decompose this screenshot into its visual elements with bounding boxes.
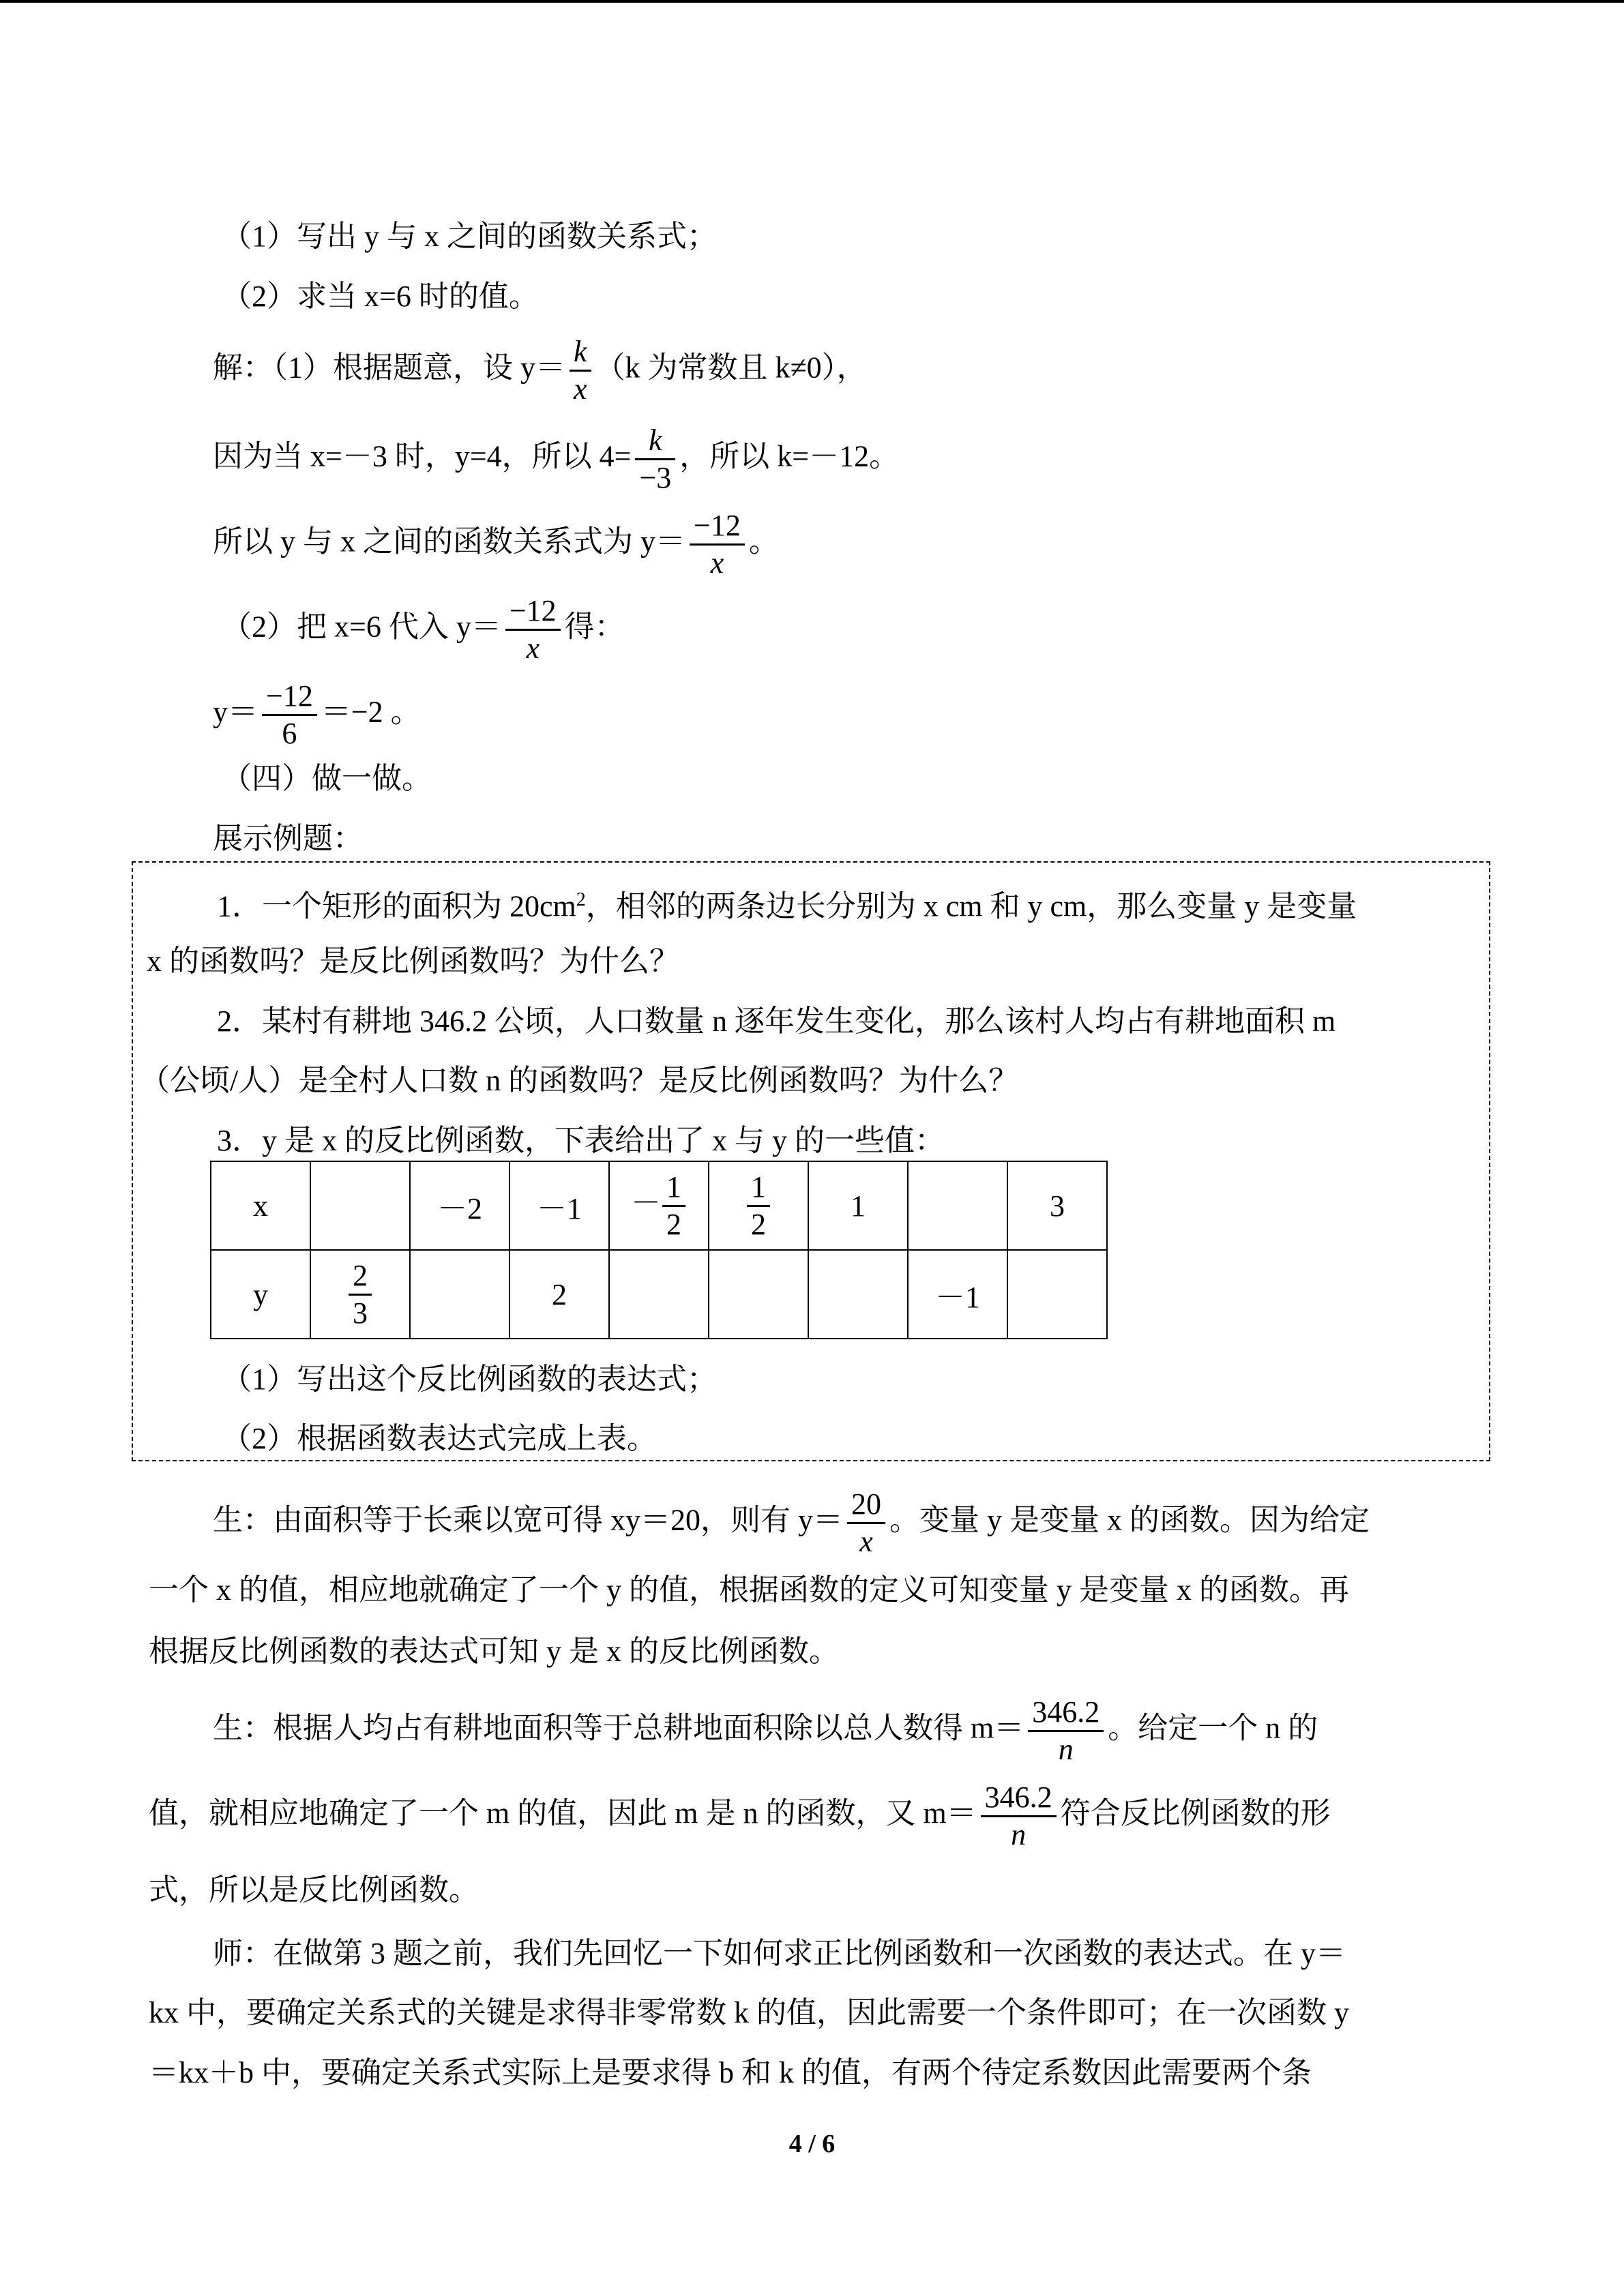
fraction-k-over-neg3: $\frac{k}{-3}$ [635,423,675,496]
fraction-neg12-over-x: $\frac{-12}{x}$ [505,593,561,666]
solution-text: （k 为常数且 k≠0）， [595,351,867,385]
solution-text: ，所以 k=－12。 [679,439,900,473]
table-cell [310,1161,410,1250]
table-cell: y [211,1250,310,1339]
table-row [211,1161,1107,1250]
top-border [0,0,1624,3]
example-1-line-2: x 的函数吗？是反比例函数吗？为什么？ [147,944,679,978]
table-cell: 2 [510,1250,609,1339]
solution-text: 得： [564,610,625,644]
table-cell [609,1250,709,1339]
teacher-line-2: kx 中，要确定关系式的关键是求得非零常数 k 的值，因此需要一个条件即可；在一次函数 y [149,1996,1349,2029]
table-cell [1007,1250,1107,1339]
section-heading-4: （四）做一做。 [222,762,432,795]
student-answer-1-line-2: 一个 x 的值，相应地就确定了一个 y 的值，根据函数的定义可知变量 y 是变量 x 的函数。再 [149,1573,1349,1607]
example-heading: 展示例题： [213,822,363,855]
fraction-20-over-x: $\frac{20}{x}$ [847,1487,885,1560]
teacher-line-1: 师：在做第 3 题之前，我们先回忆一下如何求正比例函数和一次函数的表达式。在 y＝ [213,1937,1346,1970]
table-cell [908,1161,1007,1250]
fraction-k-over-x: $\frac{k}{x}$ [570,334,591,407]
solution-line-3 [213,508,779,581]
table-cell: x [211,1161,310,1250]
student-answer-1-line-1: 生：由面积等于长乘以宽可得 xy＝20，则有 y＝ $\frac{20}{x}$ 。变量 y 是变量 x 的函数。因为给定 [213,1487,1370,1558]
student-answer-2-line-3: 式，所以是反比例函数。 [149,1873,479,1907]
table-row [211,1250,1107,1339]
example-2-line-1: 2．某村有耕地 346.2 公顷，人口数量 n 逐年发生变化，那么该村人均占有耕地面积 m [217,1004,1336,1038]
value-table [210,1161,1108,1339]
solution-text: 所以 y 与 x 之间的函数关系式为 y＝ [213,524,685,558]
solution-line-4 [222,593,625,666]
student-answer-2-line-1: 生：根据人均占有耕地面积等于总耕地面积除以总人数得 m＝ $\frac{346.2}{n}$ 。给定一个 n 的 [213,1695,1318,1766]
table-cell: $\frac{1}{2}$ [709,1161,808,1250]
student-answer-2-line-2: 值，就相应地确定了一个 m 的值，因此 m 是 n 的函数，又 m＝ $\frac{346.2}{n}$ 符合反比例函数的形 [149,1780,1331,1851]
table-cell: $\frac{2}{3}$ [310,1250,410,1339]
fraction-neg12-over-x: $\frac{-12}{x}$ [690,508,745,581]
table-cell [808,1250,908,1339]
solution-text: （2）把 x=6 代入 y＝ [222,610,501,644]
table-cell: －1 [908,1250,1007,1339]
solution-text: 。 [748,524,779,558]
fraction-3462-over-n: $\frac{346.2}{n}$ [981,1780,1057,1853]
example-1-line-1: 1．一个矩形的面积为 $20cm^2$，相邻的两条边长分别为 x cm 和 y cm，那么变量 y 是变量 [217,889,1357,923]
table-cell [709,1250,808,1339]
solution-line-5 [213,679,421,751]
table-cell: －1 [510,1161,609,1250]
question-2: （2）求当 x=6 时的值。 [222,280,539,313]
solution-text: 解：（1）根据题意，设 y＝ [213,351,565,385]
table-cell: －2 [410,1161,510,1250]
table-cell: 1 [808,1161,908,1250]
example-3-line: 3．y 是 x 的反比例函数，下表给出了 x 与 y 的一些值： [217,1124,945,1157]
table-cell: － $\frac{1}{2}$ [609,1161,709,1250]
solution-text: ＝−2 。 [321,695,421,729]
table-question-1: （1）写出这个反比例函数的表达式； [222,1362,717,1396]
solution-text: y＝ [213,695,258,729]
teacher-line-3: ＝kx＋b 中，要确定关系式实际上是要求得 b 和 k 的值，有两个待定系数因此需要两个条 [149,2056,1312,2089]
fraction-3462-over-n: $\frac{346.2}{n}$ [1028,1695,1104,1768]
example-2-line-2: （公顷/人）是全村人口数 n 的函数吗？是反比例函数吗？为什么？ [140,1064,1019,1097]
table-cell [410,1250,510,1339]
fraction-neg12-over-6: $\frac{-12}{6}$ [262,679,317,751]
page-number: 4 / 6 [788,2130,836,2158]
question-1: （1）写出 y 与 x 之间的函数关系式； [222,220,717,253]
solution-line-2 [213,423,899,496]
table-question-2: （2）根据函数表达式完成上表。 [222,1422,657,1455]
student-answer-1-line-3: 根据反比例函数的表达式可知 y 是 x 的反比例函数。 [149,1635,839,1668]
solution-line-1 [213,334,867,407]
table-cell: 3 [1007,1161,1107,1250]
solution-text: 因为当 x=－3 时，y=4，所以 4= [213,439,632,473]
